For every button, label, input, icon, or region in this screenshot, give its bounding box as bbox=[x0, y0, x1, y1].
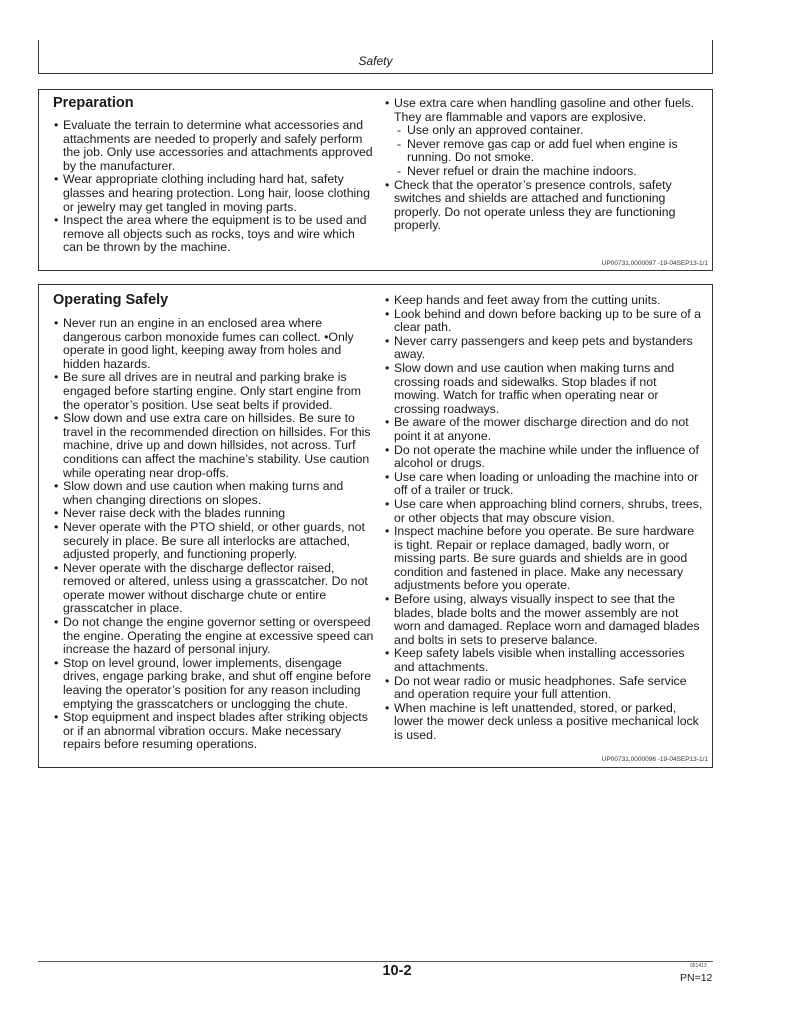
list-item: • Never raise deck with the blades running bbox=[54, 507, 374, 521]
operating-right-column bbox=[385, 294, 703, 743]
operating-safely-section bbox=[38, 284, 713, 768]
list-item: • Never operate with the PTO shield, or other guards, not securely in place. Be sure all interlocks are attached, adjusted properly, and functioning properly. bbox=[54, 521, 374, 562]
list-subitem: - Never remove gas cap or add fuel when engine is running. Do not smoke. bbox=[385, 138, 703, 165]
list-item: • Never operate with the discharge deflector raised, removed or altered, unless using a grasscatcher. Do not operate mower without discharge chute or entire grasscatcher in place. bbox=[54, 562, 374, 616]
list-item: • Stop on level ground, lower implements, disengage drives, engage parking brake, and shut off engine before leaving the operator’s position for any reason including emptying the grasscatchers or unclogging the chute. bbox=[54, 657, 374, 711]
footer-code: 051413 bbox=[690, 963, 707, 969]
list-item: • Wear appropriate clothing including hard hat, safety glasses and hearing protection. Long hair, loose clothing or jewelry may get tangled in moving parts. bbox=[54, 173, 374, 214]
list-item: • Never carry passengers and keep pets and bystanders away. bbox=[385, 335, 703, 362]
operating-left-column bbox=[54, 317, 374, 752]
list-item: • Do not wear radio or music headphones. Safe service and operation require your full attention. bbox=[385, 675, 703, 702]
list-item: • Never run an engine in an enclosed area where dangerous carbon monoxide fumes can collect. •Only operate in good light, keeping away from holes and hidden hazards. bbox=[54, 317, 374, 371]
list-item: • Slow down and use caution when making turns and crossing roads and sidewalks. Stop blades if not mowing. Watch for traffic when operating near or crossing roadways. bbox=[385, 362, 703, 416]
header-title: Safety bbox=[358, 54, 393, 68]
list-item: • Inspect machine before you operate. Be sure hardware is tight. Repair or replace damaged, badly worn, or missing parts. Be sure guards and shields are in good condition and fastened in place. Make any necessary adjustments before you operate. bbox=[385, 525, 703, 593]
list-item: • Slow down and use caution when making turns and when changing directions on slopes. bbox=[54, 480, 374, 507]
list-item: • When machine is left unattended, stored, or parked, lower the mower deck unless a positive mechanical lock is used. bbox=[385, 702, 703, 743]
list-subitem: - Never refuel or drain the machine indoors. bbox=[385, 165, 703, 179]
list-item: • Stop equipment and inspect blades after striking objects or if an abnormal vibration occurs. Make necessary repairs before resuming operations. bbox=[54, 711, 374, 752]
list-item: • Use care when loading or unloading the machine into or off of a trailer or truck. bbox=[385, 471, 703, 498]
list-item: • Do not operate the machine while under the influence of alcohol or drugs. bbox=[385, 444, 703, 471]
page-header bbox=[38, 40, 713, 74]
list-item: • Inspect the area where the equipment is to be used and remove all objects such as rocks, toys and wire which can be thrown by the machine. bbox=[54, 214, 374, 255]
list-item: • Keep hands and feet away from the cutting units. bbox=[385, 294, 703, 308]
preparation-right-column bbox=[385, 97, 703, 233]
preparation-section bbox=[38, 89, 713, 271]
list-item: • Slow down and use extra care on hillsides. Be sure to travel in the recommended direction on hillsides. For this machine, drive up and down hillsides, not across. Turf conditions can affect the machine’s stability. Use caution while operating near drop-offs. bbox=[54, 412, 374, 480]
list-item: • Be aware of the mower discharge direction and do not point it at anyone. bbox=[385, 416, 703, 443]
operating-reference-code: UP00731,0000096 -19-04SEP13-1/1 bbox=[601, 756, 708, 763]
list-item: • Look behind and down before backing up to be sure of a clear path. bbox=[385, 308, 703, 335]
list-item: • Keep safety labels visible when installing accessories and attachments. bbox=[385, 647, 703, 674]
list-item: • Evaluate the terrain to determine what accessories and attachments are needed to properly and safely perform the job. Only use accessories and attachments approved by the manufacturer. bbox=[54, 119, 374, 173]
footer-divider bbox=[38, 961, 713, 962]
list-subitem: - Use only an approved container. bbox=[385, 124, 703, 138]
page-number: 10-2 bbox=[382, 963, 412, 979]
list-item: • Check that the operator’s presence controls, safety switches and shields are attached and functioning properly. Do not operate unless they are functioning properly. bbox=[385, 179, 703, 233]
list-item: • Before using, always visually inspect to see that the blades, blade bolts and the mower assembly are not worn and damaged. Replace worn and damaged blades and bolts in sets to preserve balance. bbox=[385, 593, 703, 647]
list-item: • Do not change the engine governor setting or overspeed the engine. Operating the engine at excessive speed can increase the hazard of personal injury. bbox=[54, 616, 374, 657]
preparation-left-column bbox=[54, 119, 374, 255]
preparation-reference-code: UP00731,0000097 -19-04SEP13-1/1 bbox=[601, 260, 708, 267]
operating-safely-title: Operating Safely bbox=[53, 292, 169, 308]
list-item: • Use extra care when handling gasoline and other fuels. They are flammable and vapors are explosive. bbox=[385, 97, 703, 124]
pn-label: PN=12 bbox=[680, 972, 713, 984]
list-item: • Be sure all drives are in neutral and parking brake is engaged before starting engine. Only start engine from the operator’s position. Use seat belts if provided. bbox=[54, 371, 374, 412]
list-item: • Use care when approaching blind corners, shrubs, trees, or other objects that may obscure vision. bbox=[385, 498, 703, 525]
preparation-title: Preparation bbox=[53, 95, 134, 111]
